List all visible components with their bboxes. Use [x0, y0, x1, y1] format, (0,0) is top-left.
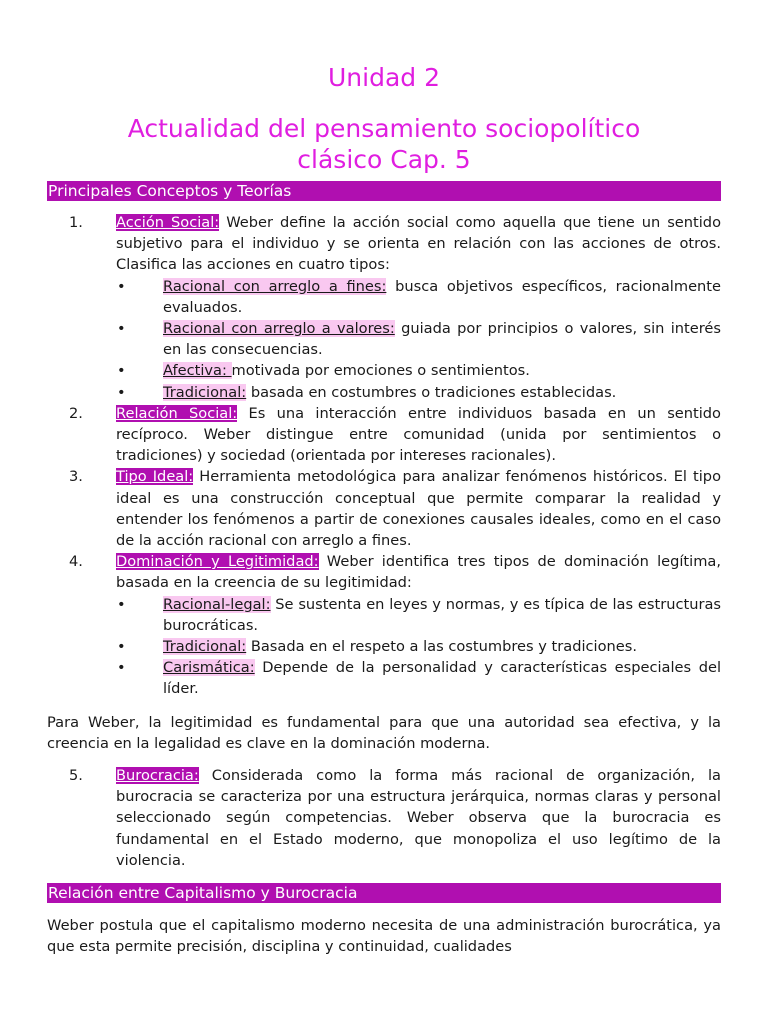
bullet-item [47, 360, 721, 381]
list-number: 1. [69, 214, 83, 231]
term-racional-legal: Racional-legal: [163, 595, 271, 613]
bullet-item [47, 657, 721, 699]
term-tradicional: Tradicional: [163, 383, 247, 401]
bullet-icon: • [117, 277, 126, 295]
definition-dominacion: Weber identifica tres tipos de dominación legítima, basada en la creencia de su legitimidad: [116, 553, 721, 592]
term-afectiva: Afectiva: [163, 362, 232, 380]
term-tradicional-dominacion: Tradicional: [163, 638, 247, 656]
bullet-text: basada en costumbres o tradiciones establecidas. [246, 383, 617, 401]
term-relacion-social: Relación Social: [116, 404, 238, 422]
paragraph-legitimidad: Para Weber, la legitimidad es fundamental para que una autoridad sea efectiva, y la creencia en la legalidad es clave en la dominación moderna. [47, 714, 721, 753]
term-tipo-ideal: Tipo Ideal: [116, 468, 194, 486]
list-number: 4. [69, 553, 83, 571]
bullet-icon: • [117, 595, 126, 613]
definition-tipo-ideal: Herramienta metodológica para analizar fenómenos históricos. El tipo ideal es una construcción conceptual que permite comparar la realidad y entender los fenómenos a partir de conexiones causales ideales, como en el caso de la acción racional con arreglo a fines. [116, 468, 721, 550]
unit-title: Unidad 2 [328, 63, 440, 92]
bullet-item [47, 276, 721, 318]
list-item-accion-social [47, 212, 721, 276]
bullet-text: Se sustenta en leyes y normas, y es típica de las estructuras burocráticas. [163, 595, 721, 634]
section-heading-capitalismo: Relación entre Capitalismo y Burocracia [47, 883, 721, 903]
paragraph-capitalismo: Weber postula que el capitalismo moderno necesita de una administración burocrática, ya que esta permite precisión, disciplina y continuidad, cualidades [47, 917, 721, 956]
list-number: 2. [69, 404, 83, 422]
bullet-text: busca objetivos específicos, racionalmente evaluados. [163, 277, 721, 316]
definition-accion-social: Weber define la acción social como aquella que tiene un sentido subjetivo para el individuo y se orienta en relación con las acciones de otros. Clasifica las acciones en cuatro tipos: [116, 214, 722, 274]
list-number: 5. [69, 767, 83, 784]
bullet-icon: • [117, 638, 126, 656]
bullet-icon: • [117, 362, 126, 380]
concept-list-part-2 [47, 765, 721, 871]
chapter-title-line-1: Actualidad del pensamiento sociopolítico [127, 114, 641, 143]
term-racional-fines: Racional con arreglo a fines: [163, 277, 387, 295]
definition-relacion-social: Es una interacción entre individuos basada en un sentido recíproco. Weber distingue entre comunidad (unida por sentimientos o tradiciones) y sociedad (orientada por intereses racionales). [116, 404, 721, 465]
list-item-relacion-social [47, 403, 721, 467]
list-item-tipo-ideal [47, 466, 721, 551]
bullet-text: guiada por principios o valores, sin interés en las consecuencias. [163, 320, 721, 359]
concept-list-part-1 [47, 212, 721, 700]
term-accion-social: Acción Social: [116, 214, 220, 231]
list-item-burocracia [47, 765, 721, 871]
bullet-icon: • [117, 320, 126, 338]
list-number: 3. [69, 468, 83, 486]
term-dominacion: Dominación y Legitimidad: [116, 553, 319, 571]
chapter-title [47, 113, 721, 175]
list-item-dominacion [47, 551, 721, 593]
bullet-item [47, 594, 721, 636]
bullet-item [47, 636, 721, 657]
bullet-item [47, 382, 721, 403]
bullet-item [47, 318, 721, 360]
bullet-icon: • [117, 383, 126, 401]
bullet-text: Basada en el respeto a las costumbres y tradiciones. [246, 638, 637, 656]
chapter-title-line-2: clásico Cap. 5 [297, 145, 471, 174]
section-heading-concepts: Principales Conceptos y Teorías [47, 181, 721, 201]
bullet-text: Depende de la personalidad y características especiales del líder. [163, 659, 721, 698]
definition-burocracia: Considerada como la forma más racional de organización, la burocracia se caracteriza por una estructura jerárquica, normas claras y personal seleccionado según competencias. Weber observa que la burocracia es fundamental en el Estado moderno, que monopoliza el uso legítimo de la violencia. [116, 767, 721, 869]
bullet-text: motivada por emociones o sentimientos. [231, 362, 530, 380]
term-carismatica: Carismática: [163, 659, 255, 677]
bullet-icon: • [117, 659, 126, 677]
term-racional-valores: Racional con arreglo a valores: [163, 320, 395, 338]
term-burocracia: Burocracia: [116, 767, 199, 784]
